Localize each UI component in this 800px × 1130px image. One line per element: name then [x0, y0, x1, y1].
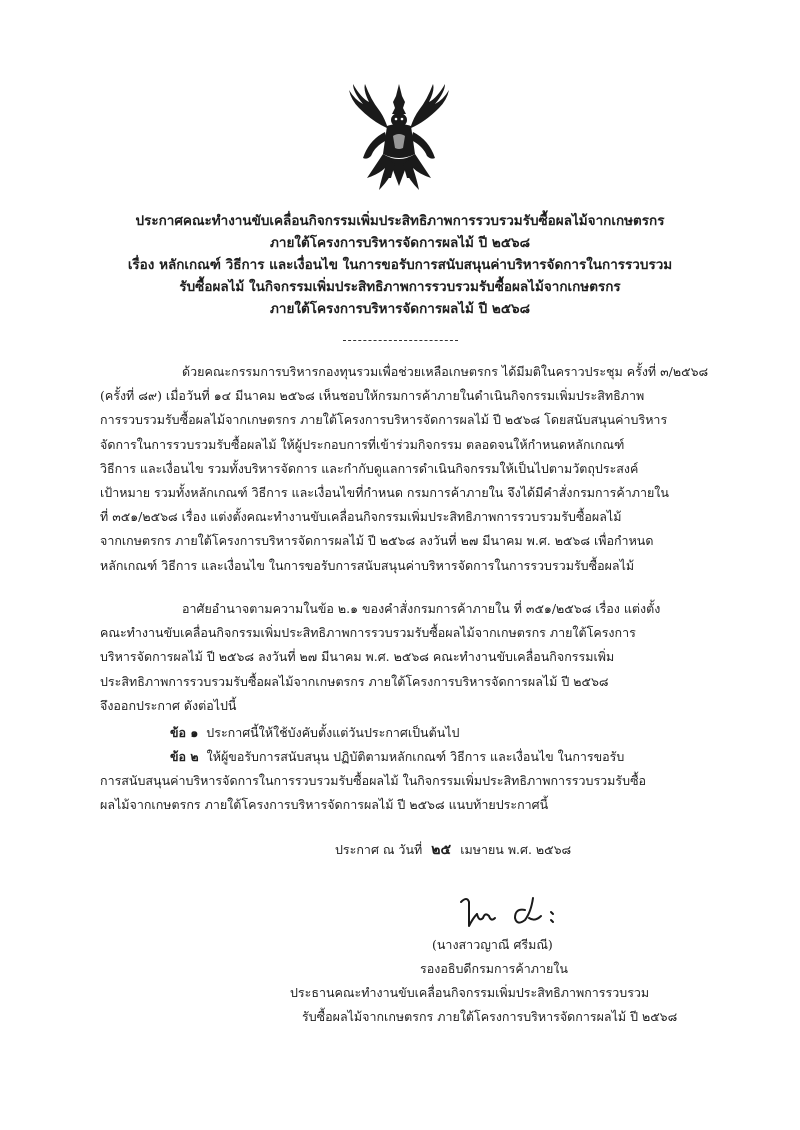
title-line: ภายใต้โครงการบริหารจัดการผลไม้ ปี ๒๕๖๘	[269, 235, 531, 251]
clause-label: ข้อ ๒	[170, 749, 199, 764]
signatory-position: รองอธิบดีกรมการค้าภายใน	[420, 961, 568, 976]
signatory-role: ประธานคณะทำงานขับเคลื่อนกิจกรรมเพิ่มประสิทธิภาพการรวบรวม	[290, 985, 650, 1000]
title-divider	[343, 340, 458, 341]
paragraph-line: เป้าหมาย รวมทั้งหลักเกณฑ์ วิธีการ และเงื่อนไขที่กำหนด กรมการค้าภายใน จึงได้มีคำสั่งกรมการค้าภายใน	[100, 485, 669, 501]
paragraph-line: จากเกษตรกร ภายใต้โครงการบริหารจัดการผลไม้ ปี ๒๕๖๘ ลงวันที่ ๒๗ มีนาคม พ.ศ. ๒๕๖๘ เพื่อกำหนด	[100, 533, 654, 549]
title-line: ภายใต้โครงการบริหารจัดการผลไม้ ปี ๒๕๖๘	[269, 301, 531, 317]
clause-line: การสนับสนุนค่าบริหารจัดการในการรวบรวมรับซื้อผลไม้ ในกิจกรรมเพิ่มประสิทธิภาพการรวบรวมรับซื้อ	[100, 773, 647, 789]
paragraph-line: ด้วยคณะกรรมการบริหารกองทุนรวมเพื่อช่วยเหลือเกษตรกร ได้มีมติในคราวประชุม ครั้งที่ ๓/๒๕๖๘	[182, 364, 709, 379]
paragraph-line: จึงออกประกาศ ดังต่อไปนี้	[100, 697, 237, 713]
paragraph-line: จัดการในการรวบรวมรับซื้อผลไม้ ให้ผู้ประกอบการที่เข้าร่วมกิจกรรม ตลอดจนให้กำหนดหลักเกณฑ์	[100, 436, 625, 452]
clause-text: ประกาศนี้ให้ใช้บังคับตั้งแต่วันประกาศเป็นต้นไป	[206, 725, 460, 740]
title-line: รับซื้อผลไม้ ในกิจกรรมเพิ่มประสิทธิภาพการรวบรวมรับซื้อผลไม้จากเกษตรกร	[179, 279, 621, 295]
title-line: เรื่อง หลักเกณฑ์ วิธีการ และเงื่อนไข ในการขอรับการสนับสนุนค่าบริหารจัดการในการรวบรวม	[127, 257, 673, 273]
paragraph-line: ประสิทธิภาพการรวบรวมรับซื้อผลไม้จากเกษตรกร ภายใต้โครงการบริหารจัดการผลไม้ ปี ๒๕๖๘	[100, 673, 609, 689]
paragraph-line: คณะทำงานขับเคลื่อนกิจกรรมเพิ่มประสิทธิภาพการรวบรวมรับซื้อผลไม้จากเกษตรกร ภายใต้โครงการ	[100, 625, 636, 641]
clause-2	[100, 745, 720, 818]
title-line: ประกาศคณะทำงานขับเคลื่อนกิจกรรมเพิ่มประสิทธิภาพการรวบรวมรับซื้อผลไม้จากเกษตรกร	[135, 213, 665, 229]
paragraph-line: วิธีการ และเงื่อนไข รวมทั้งบริหารจัดการ และกำกับดูแลการดำเนินกิจกรรมให้เป็นไปตามวัตถุประสงค์	[100, 460, 639, 476]
announcement-title	[100, 210, 700, 320]
announcement-date	[335, 839, 571, 861]
signature-icon	[455, 888, 585, 933]
clause-label: ข้อ ๑	[170, 725, 199, 740]
paragraph-line: อาศัยอำนาจตามความในข้อ ๒.๑ ของคำสั่งกรมการค้าภายใน ที่ ๓๕๑/๒๕๖๘ เรื่อง แต่งตั้ง	[182, 601, 661, 616]
date-month-year: เมษายน พ.ศ. ๒๕๖๘	[460, 842, 572, 857]
paragraph-authority	[100, 597, 720, 718]
clause-1	[100, 721, 720, 745]
paragraph-line: ที่ ๓๕๑/๒๕๖๘ เรื่อง แต่งตั้งคณะทำงานขับเคลื่อนกิจกรรมเพิ่มประสิทธิภาพการรวบรวมรับซื้อผลไม้	[100, 509, 622, 525]
date-day: ๒๕	[431, 842, 452, 858]
paragraph-background	[100, 360, 720, 578]
paragraph-line: (ครั้งที่ ๘๙) เมื่อวันที่ ๑๔ มีนาคม ๒๕๖๘ เห็นชอบให้กรมการค้าภายในดำเนินกิจกรรมเพิ่มประสิทธิภาพ	[100, 388, 645, 404]
paragraph-line: บริหารจัดการผลไม้ ปี ๒๕๖๘ ลงวันที่ ๒๗ มีนาคม พ.ศ. ๒๕๖๘ คณะทำงานขับเคลื่อนกิจกรรมเพิ่ม	[100, 649, 615, 665]
signatory-block	[290, 933, 750, 1029]
signatory-role: รับซื้อผลไม้จากเกษตรกร ภายใต้โครงการบริหารจัดการผลไม้ ปี ๒๕๖๘	[302, 1009, 678, 1024]
paragraph-line: การรวบรวมรับซื้อผลไม้จากเกษตรกร ภายใต้โครงการบริหารจัดการผลไม้ ปี ๒๕๖๘ โดยสนับสนุนค่าบริหาร	[100, 412, 668, 428]
garuda-emblem-icon	[345, 82, 453, 197]
clause-line: ผลไม้จากเกษตรกร ภายใต้โครงการบริหารจัดการผลไม้ ปี ๒๕๖๘ แนบท้ายประกาศนี้	[100, 797, 549, 813]
signatory-name: (นางสาวญาณี ศรีมณี)	[432, 937, 553, 952]
date-prefix: ประกาศ ณ วันที่	[335, 842, 423, 857]
paragraph-line: หลักเกณฑ์ วิธีการ และเงื่อนไข ในการขอรับการสนับสนุนค่าบริหารจัดการในการรวบรวมรับซื้อผลไม้	[100, 557, 635, 573]
clause-text: ให้ผู้ขอรับการสนับสนุน ปฏิบัติตามหลักเกณฑ์ วิธีการ และเงื่อนไข ในการขอรับ	[206, 749, 625, 764]
